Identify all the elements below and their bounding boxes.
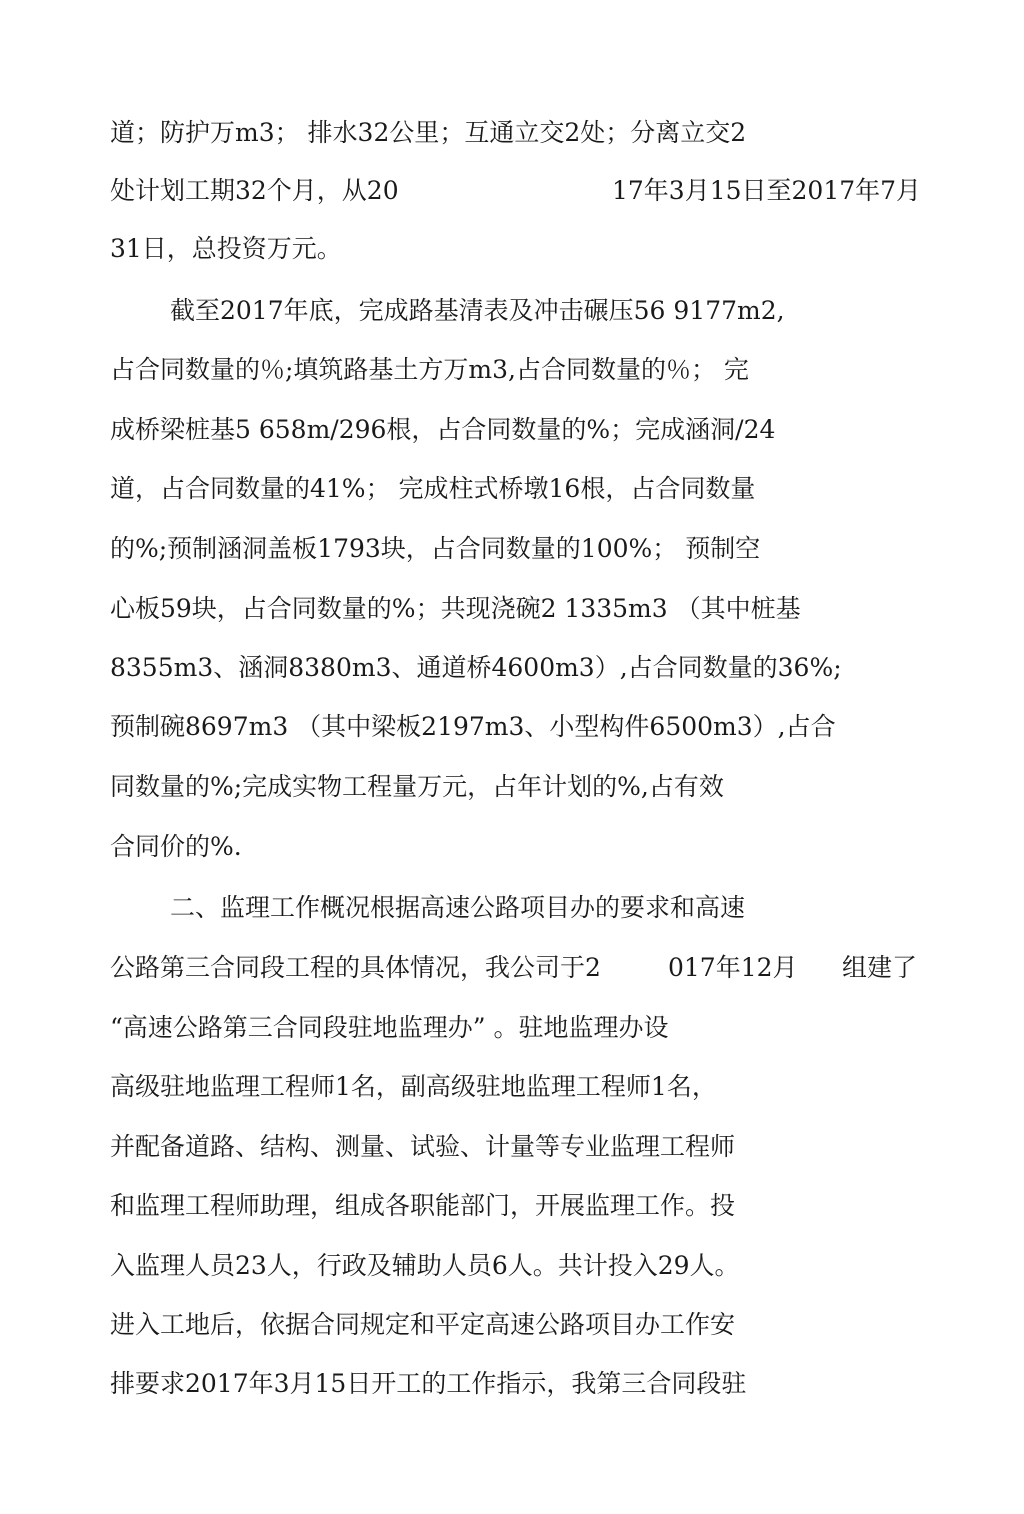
text-line: 道；防护万m3； 排水32公里；互通立交2处；分离立交2	[110, 118, 747, 147]
text-line: 31日，总投资万元。	[110, 234, 342, 263]
text-line: 占合同数量的％;填筑路基土方万m3,占合同数量的％； 完	[110, 355, 749, 384]
text-line-segment: 017年12月	[668, 953, 798, 982]
text-line: 预制碗8697m3 （其中梁板2197m3、小型构件6500m3）,占合	[110, 712, 836, 741]
text-line: 和监理工程师助理，组成各职能部门，开展监理工作。投	[110, 1191, 736, 1220]
text-line: 8355m3、涵洞8380m3、通道桥4600m3）,占合同数量的36%;	[110, 653, 842, 682]
text-line: 同数量的%;完成实物工程量万元，占年计划的%,占有效	[110, 772, 724, 801]
text-line: 入监理人员23人，行政及辅助人员6人。共计投入29人。	[110, 1251, 740, 1280]
text-line: 进入工地后，依据合同规定和平定高速公路项目办工作安	[110, 1310, 736, 1339]
paragraph-first-line: 二、监理工作概况根据高速公路项目办的要求和高速	[170, 893, 746, 922]
text-line: 高级驻地监理工程师1名，副高级驻地监理工程师1名，	[110, 1072, 717, 1101]
text-line: 并配备道路、结构、测量、试验、计量等专业监理工程师	[110, 1132, 736, 1161]
text-line: 合同价的%.	[110, 832, 242, 861]
text-line: 心板59块，占合同数量的%；共现浇碗2 1335m3 （其中桩基	[110, 594, 801, 623]
text-line: 公路第三合同段工程的具体情况，我公司于2	[110, 953, 601, 982]
text-line: 成桥梁桩基5 658m/296根，占合同数量的%；完成涵洞/24	[110, 415, 776, 444]
text-line-segment: 17年3月15日至2017年7月	[612, 176, 922, 205]
text-line: “高速公路第三合同段驻地监理办” 。驻地监理办设	[110, 1013, 669, 1042]
paragraph-first-line: 截至2017年底，完成路基清表及冲击碾压56 9177m2,	[170, 296, 785, 325]
text-line: 处计划工期32个月，从20	[110, 176, 399, 205]
text-line: 的%;预制涵洞盖板1793块，占合同数量的100%； 预制空	[110, 534, 761, 563]
text-line: 道，占合同数量的41%； 完成柱式桥墩16根，占合同数量	[110, 474, 756, 503]
text-line: 排要求2017年3月15日开工的工作指示，我第三合同段驻	[110, 1369, 747, 1398]
text-line-segment: 组建了	[842, 953, 918, 982]
